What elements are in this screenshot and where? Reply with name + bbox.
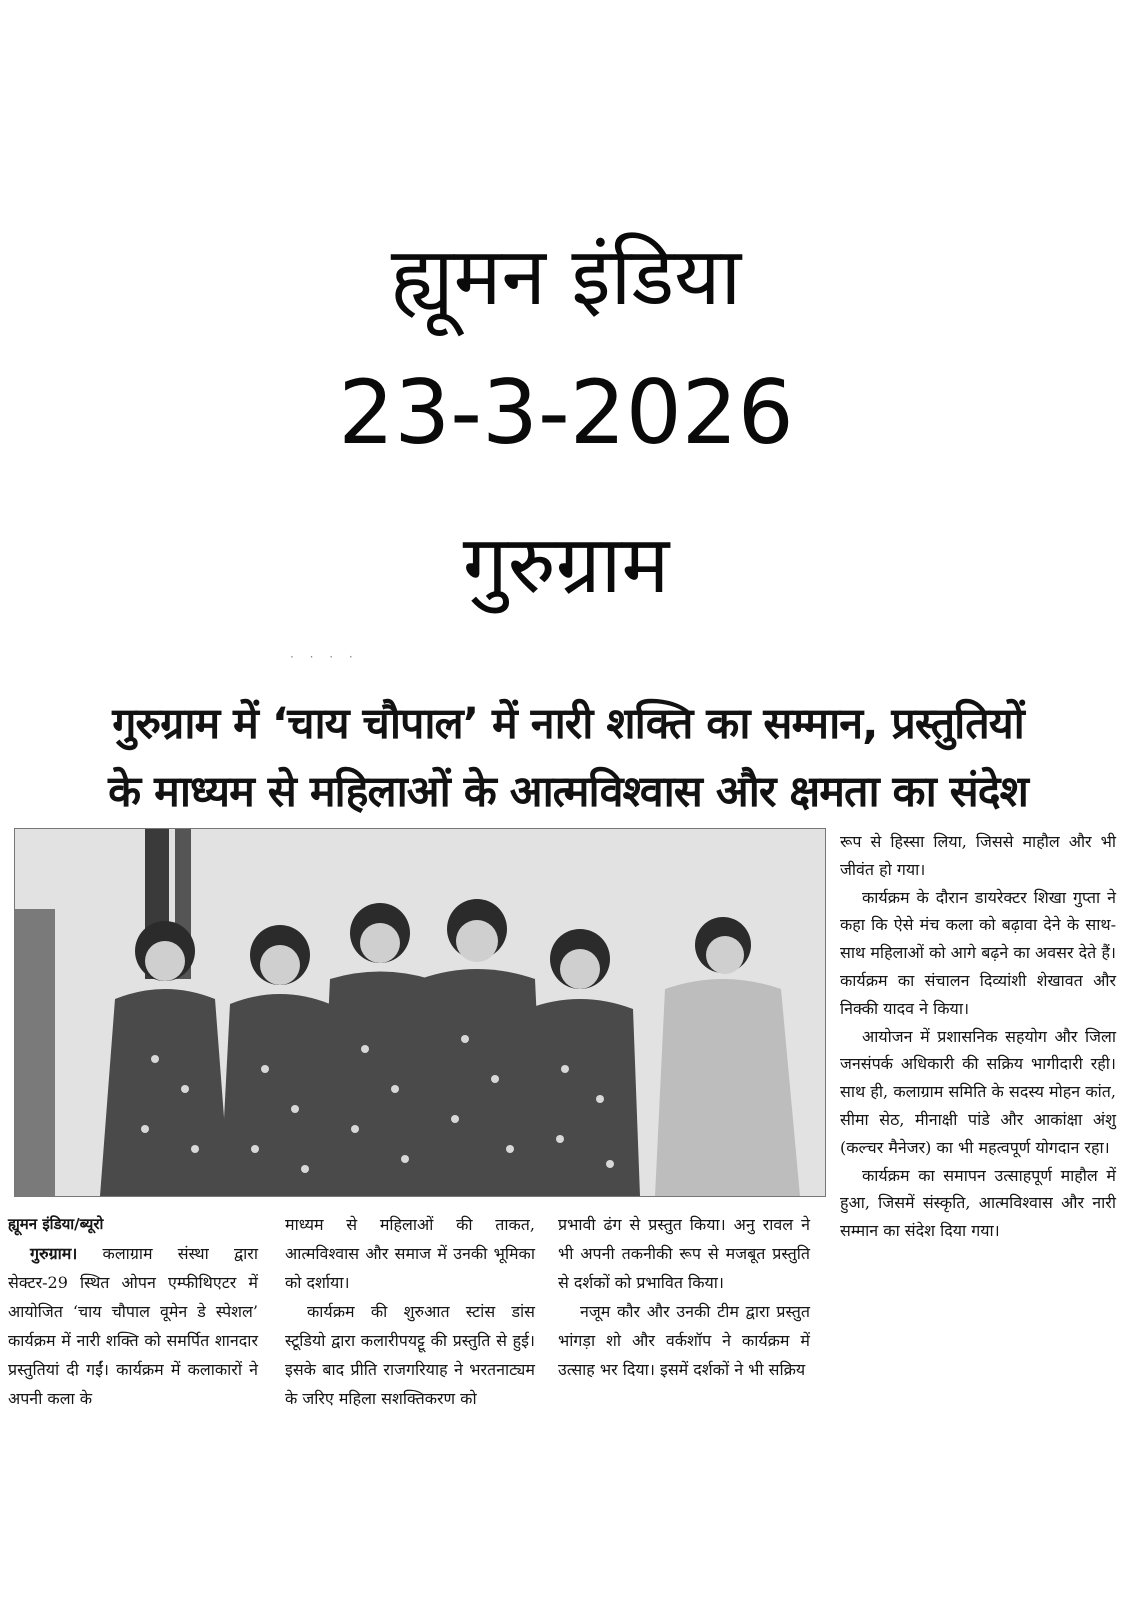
- byline: ह्यूमन इंडिया/ब्यूरो: [8, 1215, 104, 1233]
- article-column-1: [8, 1210, 258, 1413]
- column-4-paragraph-1: रूप से हिस्सा लिया, जिससे माहौल और भी जीवंत हो गया।: [840, 832, 1116, 879]
- publication-title: ह्यूमन इंडिया: [390, 230, 742, 323]
- publication-city: गुरुग्राम: [462, 518, 670, 611]
- article-column-3: [558, 1210, 810, 1384]
- publication-date: 23-3-2026: [338, 361, 794, 464]
- column-4-paragraph-4: कार्यक्रम का समापन उत्साहपूर्ण माहौल में हुआ, जिसमें संस्कृति, आत्मविश्वास और नारी सम्मान का संदेश दिया गया।: [840, 1165, 1116, 1241]
- column-4-paragraph-3: आयोजन में प्रशासनिक सहयोग और जिला जनसंपर्क अधिकारी की सक्रिय भागीदारी रही। साथ ही, कलाग्राम समिति के सदस्य मोहन कांत, सीमा सेठ, मीनाक्षी पांडे और आकांक्षा अंशु (कल्चर मैनेजर) का भी महत्वपूर्ण योगदान रहा।: [840, 1026, 1116, 1157]
- column-3-paragraph-1: प्रभावी ढंग से प्रस्तुत किया। अनु रावल ने भी अपनी तकनीकी रूप से मजबूत प्रस्तुति से दर्शकों को प्रभावित किया।: [558, 1215, 810, 1292]
- article-column-4: [840, 828, 1116, 1245]
- headline-line-1: गुरुग्राम में ‘चाय चौपाल’ में नारी शक्ति का सम्मान, प्रस्तुतियों: [112, 699, 1024, 749]
- dateline: गुरुग्राम।: [30, 1244, 78, 1263]
- column-2-paragraph-1: माध्यम से महिलाओं की ताकत, आत्मविश्वास और समाज में उनकी भूमिका को दर्शाया।: [285, 1215, 535, 1292]
- news-photo: [14, 828, 826, 1197]
- column-1-text: कलाग्राम संस्था द्वारा सेक्टर-29 स्थित ओपन एम्फीथिएटर में आयोजित ‘चाय चौपाल वूमेन डे स्पेशल’ कार्यक्रम में नारी शक्ति को समर्पित शानदार प्रस्तुतियां दी गईं। कार्यक्रम में कलाकारों ने अपनी कला के: [8, 1244, 258, 1408]
- headline-line-2: के माध्यम से महिलाओं के आत्मविश्वास और क्षमता का संदेश: [108, 767, 1028, 817]
- article-column-2: [285, 1210, 535, 1413]
- column-1-paragraph: [8, 1239, 258, 1413]
- column-3-paragraph-2: नजूम कौर और उनकी टीम द्वारा प्रस्तुत भांगड़ा शो और वर्कशॉप ने कार्यक्रम में उत्साह भर दिया। इसमें दर्शकों ने भी सक्रिय: [558, 1302, 810, 1379]
- column-2-paragraph-2: कार्यक्रम की शुरुआत स्टांस डांस स्टूडियो द्वारा कलारीपयट्टू की प्रस्तुति से हुई। इसके बाद प्रीति राजगरियाह ने भरतनाट्यम के जरिए महिला सशक्तिकरण को: [285, 1302, 535, 1408]
- column-4-paragraph-2: कार्यक्रम के दौरान डायरेक्टर शिखा गुप्ता ने कहा कि ऐसे मंच कला को बढ़ावा देने के साथ-साथ महिलाओं को आगे बढ़ने का अवसर देते हैं। कार्यक्रम का संचालन दिव्यांशी शेखावत और निक्की यादव ने किया।: [840, 887, 1116, 1018]
- decorative-dots: · · · ·: [290, 650, 359, 664]
- performers-photo-illustration: [15, 829, 825, 1196]
